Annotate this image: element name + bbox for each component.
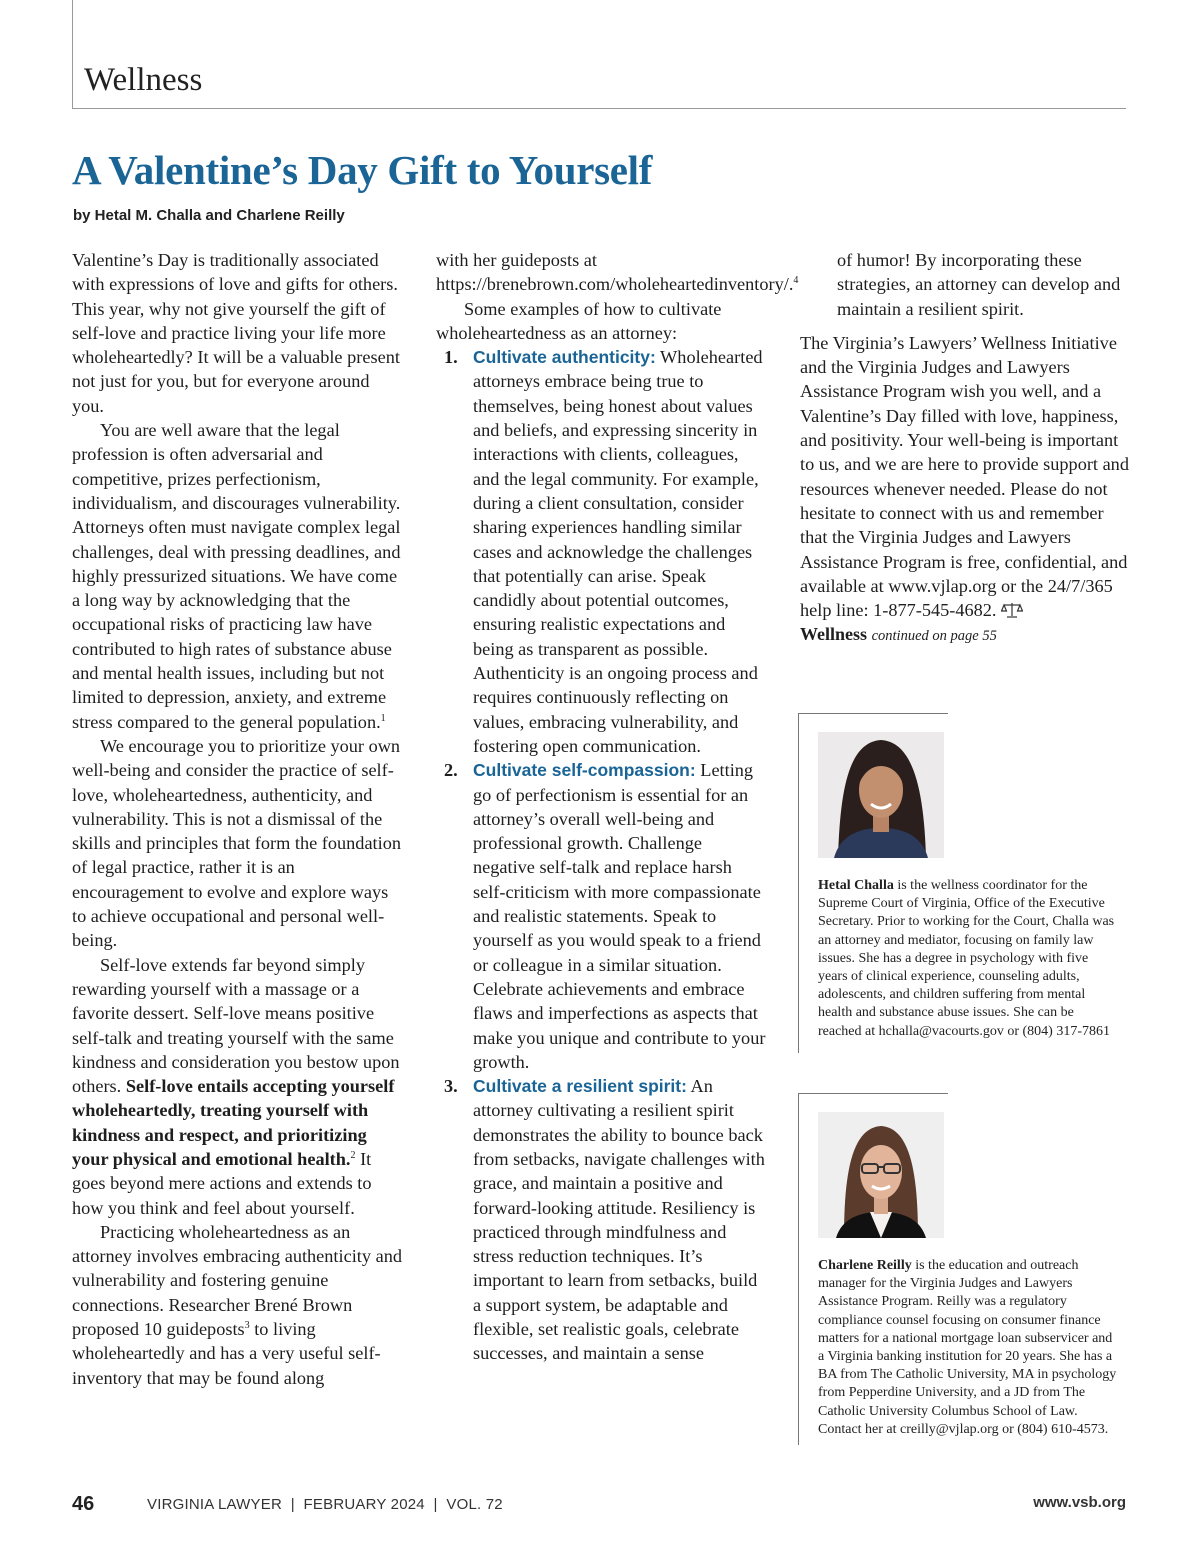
cultivate-list (436, 345, 768, 1365)
article-title: A Valentine’s Day Gift to Yourself (72, 147, 653, 193)
bio-hetal-challa: Hetal Challa is the wellness coordinator for the Supreme Court of Virginia, Office of the Executive Secretary. Prior to working for the Court, Challa was an attorney and mediator, focusing on family law issues. She has a degree in psychology with five years of clinical experience, counseling adults, adolescents, and children suffering from mental health and substance abuse issues. She can be reached at hchalla@vacourts.gov or (804) 317-7861 (818, 878, 1115, 1039)
website-link[interactable]: www.vsb.org (1033, 1494, 1126, 1511)
paragraph-wholeheartedness: Practicing wholeheartedness as an attorney involves embracing authenticity and vulnerability and fostering genuine connections. Researcher Brené Brown proposed 10 guideposts$^3$ to living wholeheartedly and has a very useful self-inventory that may be found along (72, 1221, 402, 1388)
paragraph-intro: Valentine’s Day is traditionally associated with expressions of love and gifts for others. This year, why not give yourself the gift of self-love and practice living your life more wholeheartedly? It will be a valuable present not just for you, but for everyone around you. (72, 250, 400, 416)
column-3 (800, 248, 1130, 649)
header-vertical-rule (72, 0, 73, 108)
footnote-ref[interactable]: 1 (380, 712, 386, 724)
bio-charlene-reilly: Charlene Reilly is the education and outreach manager for the Virginia Judges and Lawyers Assistance Program. Reilly was a regulatory compliance counsel focusing on consumer finance matters for a national mortgage loan subservicer and a Virginia banking institution for 20 years. She has a BA from The Catholic University, MA in psychology from Pepperdine University, and a JD from The Catholic University Columbus School of Law. Contact her at creilly@vjlap.org or (804) 610-4573. (818, 1258, 1117, 1437)
article-byline: by Hetal M. Challa and Charlene Reilly (73, 207, 345, 224)
paragraph-legal-profession: You are well aware that the legal profession is often adversarial and competitive, prizes perfectionism, individualism, and discourages vulnerability. Attorneys often must navigate complex legal challenges, deal with pressing deadlines, and highly pressurized situations. We have come a long way by acknowledging that the occupational risks of practicing law have contributed to high rates of substance abuse and mental health issues, including but not limited to depression, anxiety, and extreme stress compared to the general population.$^1$ (72, 420, 401, 732)
author-photo-hetal-challa (818, 732, 944, 858)
continued-note[interactable]: Wellness continued on page 55 (800, 624, 997, 645)
bio-box-left-rule (798, 713, 799, 1053)
scales-of-justice-icon (1001, 602, 1023, 618)
paragraph-url-continued: with her guideposts at https://brenebrown.com/wholeheartedinventory/.$^4$ (436, 250, 799, 295)
publication-info: VIRGINIA LAWYER | FEBRUARY 2024 | VOL. 72 (147, 1496, 503, 1513)
list-item-heading: Cultivate self-compassion: (473, 760, 696, 781)
author-photo-charlene-reilly (818, 1112, 944, 1238)
page-number: 46 (72, 1493, 95, 1515)
bio-box-left-rule (798, 1093, 799, 1445)
portrait-image (818, 1112, 944, 1238)
paragraph-closing: The Virginia’s Lawyers’ Wellness Initiative and the Virginia Judges and Lawyers Assistance Program wish you well, and a Valentine’s Day filled with love, happiness, and positivity. Your well-being is important to us, and we are here to provide support and resources whenever needed. Please do not hesitate to connect with us and remember that the Virginia Judges and Lawyers Assistance Program is free, confidential, and available at www.vjlap.org or the 24/7/365 help line: 1-877-545-4682. (800, 332, 1129, 621)
paragraph-examples-intro: Some examples of how to cultivate wholeheartedness as an attorney: (436, 298, 722, 343)
footnote-ref[interactable]: 3 (244, 1319, 250, 1331)
list-item: 3. Cultivate a resilient spirit: An attorney cultivating a resilient spirit demonstrates the ability to bounce back from setbacks, navigate challenges with grace, and maintain a positive and forward-looking attitude. Resiliency is practiced through mindfulness and stress reduction techniques. It’s important to learn from setbacks, build a support system, be adaptable and flexible, set realistic goals, celebrate successes, and maintain a sense (444, 1076, 765, 1364)
footnote-ref[interactable]: 4 (793, 275, 799, 287)
paragraph-self-love: Self-love extends far beyond simply rewarding yourself with a massage or a favorite dessert. Self-love means positive self-talk and treating yourself with the same kindness and consideration you bestow upon others. Self-love entails accepting yourself wholeheartedly, treating yourself with kindness and respect, and prioritizing your physical and emotional health.$^2$ It goes beyond mere actions and extends to how you think and feel about yourself. (72, 954, 400, 1218)
header-horizontal-rule (72, 108, 1126, 109)
bio-box-top-rule (798, 1093, 948, 1094)
column-2 (436, 248, 799, 1366)
list-item: 1. Cultivate authenticity: Wholehearted attorneys embrace being true to themselves, being honest about values and beliefs, and expressing sincerity in interactions with clients, colleagues, and the legal community. For example, during a client consultation, consider sharing experiences handling similar cases and acknowledge the challenges that potentially can arise. Speak candidly about potential outcomes, ensuring realistic expectations and being as transparent as possible. Authenticity is an ongoing process and requires continuously reflecting on values, embracing vulnerability, and fostering open communication. (444, 347, 763, 756)
column-1 (72, 248, 402, 1390)
bio-box-top-rule (798, 713, 948, 714)
list-item-heading: Cultivate a resilient spirit: (473, 1076, 687, 1097)
list-item-heading: Cultivate authenticity: (473, 347, 656, 368)
paragraph-encourage: We encourage you to prioritize your own well-being and consider the practice of self-love, wholeheartedness, authenticity, and vulnerability. This is not a dismissal of the skills and principles that form the foundation of legal practice, rather it is an encouragement to evolve and explore ways to achieve occupational and personal well-being. (72, 735, 401, 951)
section-label: Wellness (84, 62, 203, 98)
list-item-continued: of humor! By incorporating these strategies, an attorney can develop and maintain a resilient spirit. (837, 250, 1121, 319)
portrait-image (818, 732, 944, 858)
list-item: 2. Cultivate self-compassion: Letting go of perfectionism is essential for an attorney’s overall well-being and professional growth. Challenge negative self-talk and replace harsh self-criticism with more compassionate and realistic statements. Speak to yourself as you would speak to a friend or colleague in a similar situation. Celebrate achievements and embrace flaws and imperfections as aspects that make you unique and contribute to your growth. (444, 760, 766, 1072)
footnote-ref[interactable]: 2 (350, 1149, 356, 1161)
